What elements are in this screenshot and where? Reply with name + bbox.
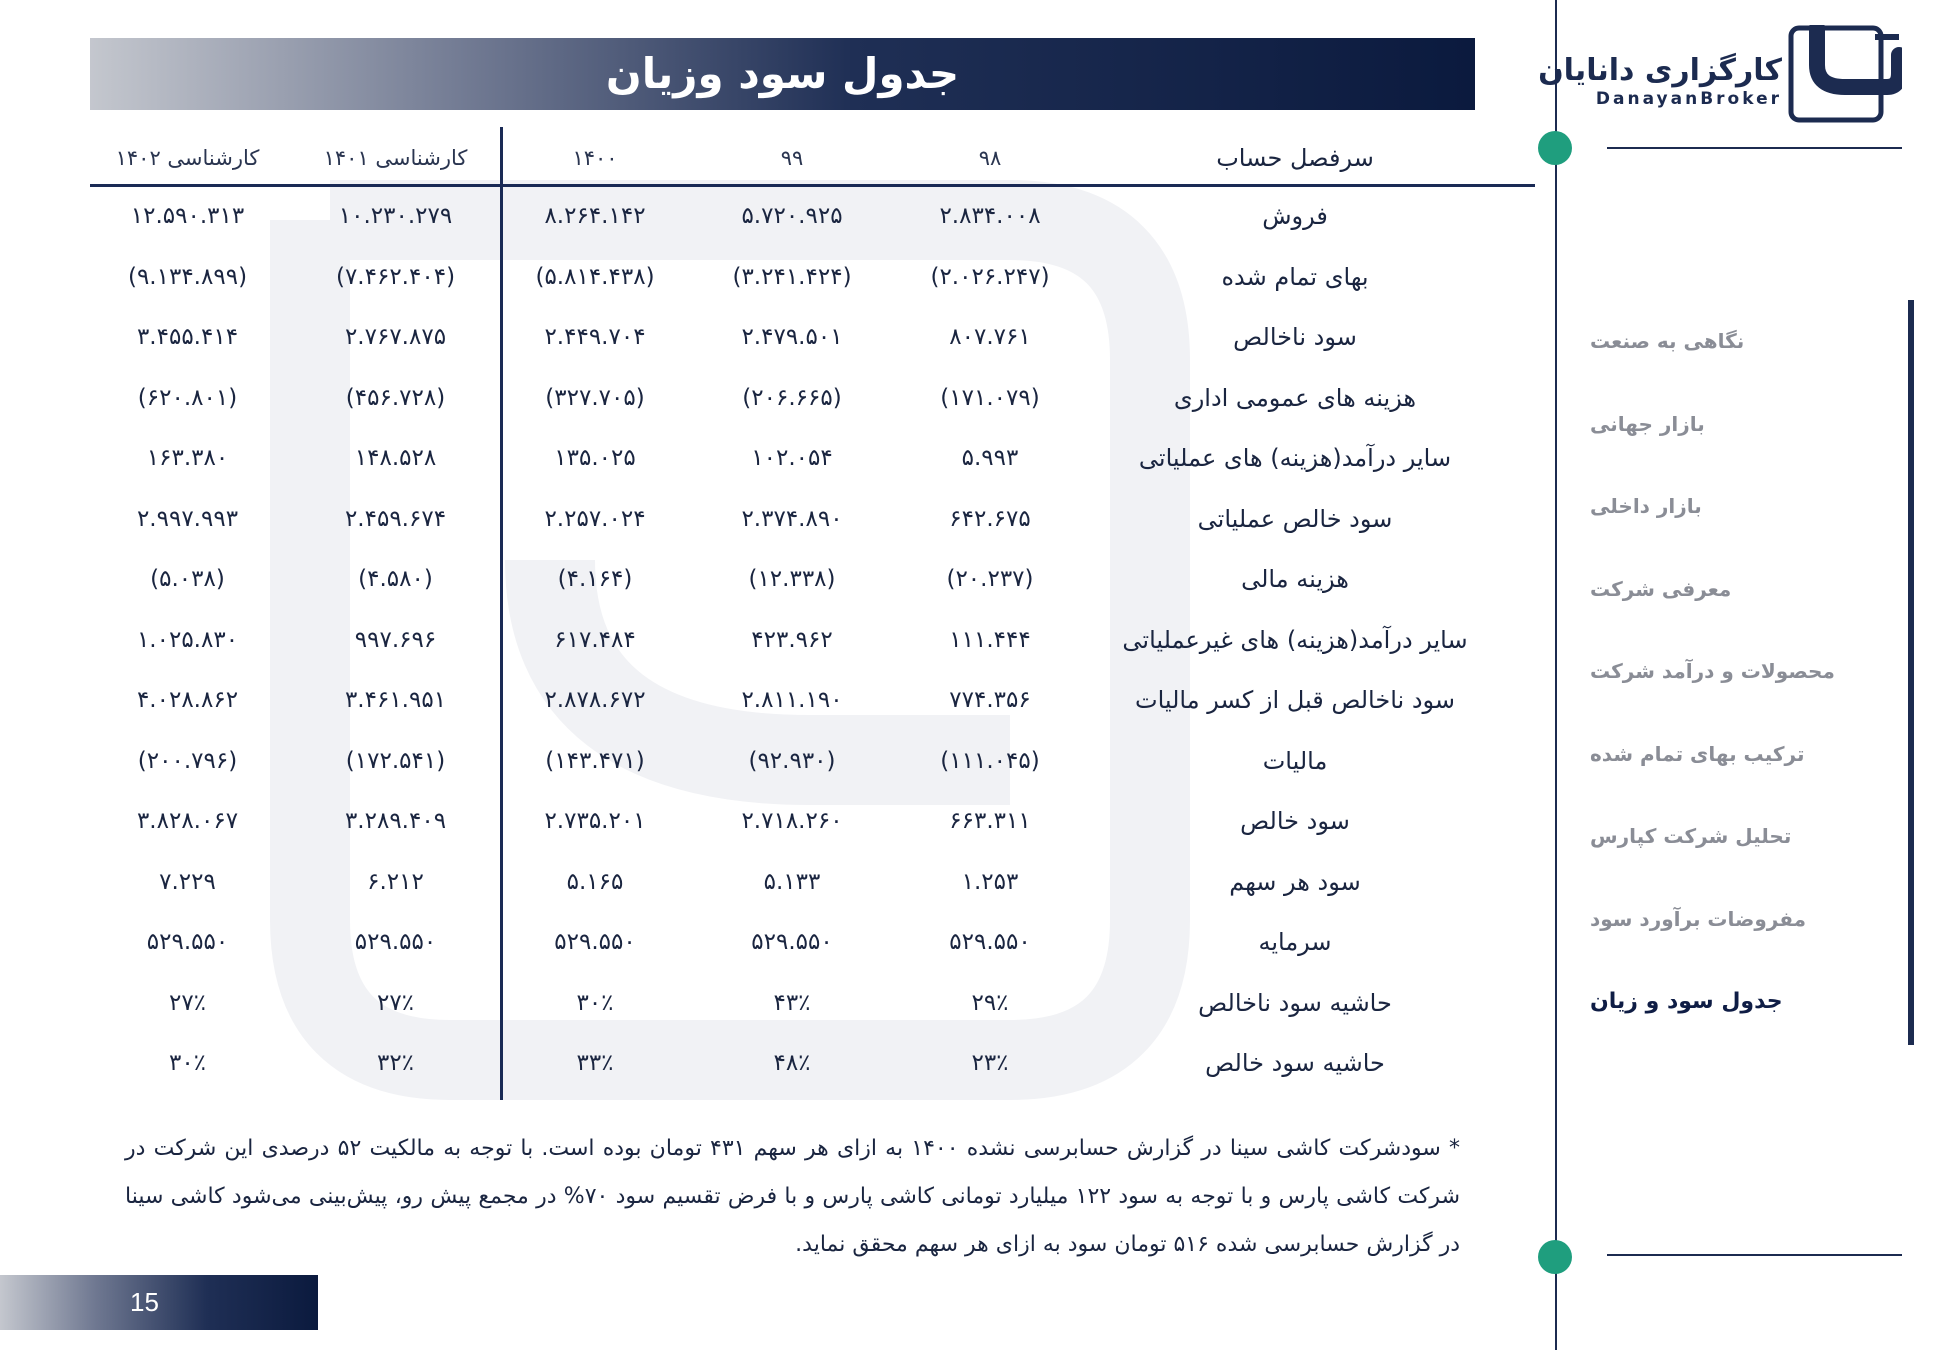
row-label: هزینه مالی: [1241, 565, 1349, 594]
cell-c98: ۶۶۳.۳۱۱: [949, 808, 1031, 835]
sidebar-item-5[interactable]: ترکیب بهای تمام شده: [1590, 741, 1805, 766]
cell-c1402: (۶۲۰.۸۰۱): [137, 384, 238, 411]
table-row: [90, 428, 1535, 489]
cell-c98: ۷۷۴.۳۵۶: [949, 687, 1031, 714]
table-row: [90, 368, 1535, 429]
brand-name-en: DanayanBroker: [1595, 89, 1782, 109]
table-row: [90, 852, 1535, 913]
danayan-logo-icon: [1787, 25, 1902, 123]
cell-c1400: ۲.۲۵۷.۰۲۴: [544, 505, 646, 532]
sidebar-item-7[interactable]: مفروضات برآورد سود: [1590, 906, 1806, 931]
sidebar-item-6[interactable]: تحلیل شرکت کپارس: [1590, 824, 1792, 849]
cell-c98: (۱۱۱.۰۴۵): [940, 747, 1040, 774]
cell-c1401: ۳۲٪: [376, 1050, 415, 1077]
table-row: [90, 670, 1535, 731]
table-body: [90, 186, 1535, 1094]
sidebar-divider: [1555, 0, 1557, 1350]
cell-c1402: ۳.۴۵۵.۴۱۴: [136, 324, 239, 351]
cell-c99: ۲.۸۱۱.۱۹۰: [741, 687, 843, 714]
sidebar-nav: [1590, 300, 1880, 1043]
footnote: * سودشرکت کاشی سینا در گزارش حسابرسی نشده ۱۴۰۰ به ازای هر سهم ۴۳۱ تومان بوده است. با توجه به مالکیت ۵۲ درصدی این شرکت در شرکت کاشی پارس و با توجه به سود ۱۲۲ میلیارد تومانی کاشی پارس و با فرض تقسیم سود ۷۰% در مجمع پیش رو، پیش‌بینی می‌شود کاشی سینا در گزارش حسابرسی شده ۵۱۶ تومان سود به ازای هر سهم محقق نماید.: [125, 1136, 1460, 1257]
sidebar-item-8[interactable]: جدول سود و زیان: [1590, 988, 1783, 1014]
header-1402: کارشناسی ۱۴۰۲: [115, 146, 260, 170]
cell-c1401: ۱۰.۲۳۰.۲۷۹: [338, 203, 453, 230]
cell-c1401: ۲.۷۶۷.۸۷۵: [344, 324, 447, 351]
sidebar-item-1[interactable]: بازار جهانی: [1590, 411, 1705, 436]
forecast-divider: [500, 127, 503, 1100]
cell-c1401: (۴۵۶.۷۲۸): [345, 384, 446, 411]
cell-c99: ۵.۷۲۰.۹۲۵: [741, 203, 843, 230]
cell-c98: ۱.۲۵۳: [961, 868, 1019, 895]
sidebar-item-0[interactable]: نگاهی به صنعت: [1590, 329, 1745, 354]
row-label: سایر درآمد(هزینه) های عملیاتی: [1138, 444, 1452, 473]
cell-c1400: (۳۲۷.۷۰۵): [545, 384, 645, 411]
table-row: [90, 973, 1535, 1034]
cell-c1401: (۴.۵۸۰): [358, 566, 433, 593]
cell-c1402: ۳۰٪: [168, 1050, 207, 1077]
cell-c1400: ۸.۲۶۴.۱۴۲: [544, 203, 646, 230]
cell-c99: ۱۰۲.۰۵۴: [751, 445, 833, 472]
header-divider: [90, 184, 1535, 187]
cell-c1401: ۵۲۹.۵۵۰: [354, 929, 437, 956]
row-label: سود خالص: [1240, 807, 1350, 836]
row-label: سود خالص عملیاتی: [1197, 504, 1393, 533]
cell-c98: (۱۷۱.۰۷۹): [940, 384, 1040, 411]
cell-c1400: ۵.۱۶۵: [566, 868, 624, 895]
cell-c99: ۵.۱۳۳: [763, 868, 821, 895]
sidebar-item-2[interactable]: بازار داخلی: [1590, 494, 1702, 519]
cell-c98: ۸۰۷.۷۶۱: [949, 324, 1031, 351]
header-1400: ۱۴۰۰: [572, 146, 618, 170]
page-number-bar: [0, 1275, 318, 1330]
cell-c1402: (۵.۰۳۸): [150, 566, 225, 593]
cell-c99: (۲۰۶.۶۶۵): [742, 384, 842, 411]
cell-c1402: ۱.۰۲۵.۸۳۰: [136, 626, 239, 653]
income-statement-table: [90, 130, 1535, 1094]
cell-c99: (۳.۲۴۱.۴۲۴): [732, 263, 852, 290]
sidebar-bottom-rule: [1607, 1254, 1902, 1256]
table-row: [90, 549, 1535, 610]
cell-c1400: (۱۴۳.۴۷۱): [545, 747, 645, 774]
page-title: جدول سود وزیان: [605, 49, 960, 98]
row-label: سایر درآمد(هزینه) های غیرعملیاتی: [1122, 625, 1468, 654]
cell-c1401: ۳.۲۸۹.۴۰۹: [344, 808, 447, 835]
cell-c1400: ۱۳۵.۰۲۵: [554, 445, 636, 472]
sidebar-top-rule: [1607, 147, 1902, 149]
cell-c1401: (۱۷۲.۵۴۱): [345, 747, 446, 774]
cell-c1400: ۳۰٪: [576, 989, 614, 1016]
cell-c1402: ۲.۹۹۷.۹۹۳: [136, 505, 239, 532]
cell-c1401: ۳.۴۶۱.۹۵۱: [344, 687, 447, 714]
cell-c1402: ۲۷٪: [168, 989, 207, 1016]
row-label: سود ناخالص: [1233, 323, 1357, 352]
row-label: فروش: [1262, 202, 1328, 231]
cell-c1401: ۶.۲۱۲: [367, 868, 424, 895]
cell-c1400: ۳۳٪: [576, 1050, 614, 1077]
table-row: [90, 489, 1535, 550]
table-row: [90, 731, 1535, 792]
cell-c1400: ۵۲۹.۵۵۰: [554, 929, 636, 956]
brand-name-fa: کارگزاری دانایان: [1538, 53, 1782, 88]
cell-c98: ۵.۹۹۳: [961, 445, 1019, 472]
cell-c98: ۲.۸۳۴.۰۰۸: [939, 203, 1041, 230]
row-label: سود هر سهم: [1229, 867, 1361, 896]
table-row: [90, 307, 1535, 368]
row-label: حاشیه سود ناخالص: [1198, 988, 1392, 1017]
row-label: سرمایه: [1258, 928, 1332, 957]
cell-c1402: (۹.۱۳۴.۸۹۹): [127, 263, 248, 290]
page-number: 15: [130, 1287, 159, 1317]
cell-c1401: (۷.۴۶۲.۴۰۴): [335, 263, 456, 290]
cell-c99: ۵۲۹.۵۵۰: [751, 929, 833, 956]
sidebar-item-3[interactable]: معرفی شرکت: [1590, 576, 1732, 601]
table-row: [90, 186, 1535, 247]
cell-c1400: ۲.۴۴۹.۷۰۴: [544, 324, 646, 351]
cell-c1401: ۹۹۷.۶۹۶: [354, 626, 437, 653]
cell-c98: ۲۹٪: [971, 989, 1009, 1016]
row-label: بهای تمام شده: [1221, 262, 1369, 291]
cell-c1401: ۲.۴۵۹.۶۷۴: [344, 505, 447, 532]
cell-c99: ۴۳٪: [773, 989, 811, 1016]
cell-c1402: (۲۰۰.۷۹۶): [137, 747, 238, 774]
cell-c1400: (۵.۸۱۴.۴۳۸): [535, 263, 655, 290]
bottom-dot-icon: [1538, 1240, 1572, 1274]
cell-c98: ۶۴۲.۶۷۵: [949, 505, 1031, 532]
cell-c99: ۲.۴۷۹.۵۰۱: [741, 324, 843, 351]
cell-c1402: ۱۶۳.۳۸۰: [146, 445, 229, 472]
header-98: ۹۸: [978, 146, 1002, 170]
table-row: [90, 247, 1535, 308]
cell-c1402: ۵۲۹.۵۵۰: [146, 929, 229, 956]
nav-indicator-bar: [1908, 300, 1914, 1045]
cell-c1400: ۶۱۷.۴۸۴: [554, 626, 636, 653]
cell-c1401: ۲۷٪: [376, 989, 415, 1016]
table-row: [90, 791, 1535, 852]
brand-logo: [1538, 25, 1905, 125]
cell-c1402: ۴.۰۲۸.۸۶۲: [136, 687, 239, 714]
cell-c1400: ۲.۸۷۸.۶۷۲: [544, 687, 646, 714]
cell-c1400: ۲.۷۳۵.۲۰۱: [544, 808, 646, 835]
cell-c99: ۴۸٪: [773, 1050, 811, 1077]
cell-c1400: (۴.۱۶۴): [557, 566, 633, 593]
cell-c1402: ۱۲.۵۹۰.۳۱۳: [130, 203, 245, 230]
cell-c99: ۴۲۳.۹۶۲: [751, 626, 833, 653]
table-row: [90, 912, 1535, 973]
table-row: [90, 1033, 1535, 1094]
table-row: [90, 610, 1535, 671]
header-label: سرفصل حساب: [1216, 144, 1374, 172]
sidebar-item-4[interactable]: محصولات و درآمد شرکت: [1590, 659, 1835, 684]
cell-c99: ۲.۳۷۴.۸۹۰: [741, 505, 843, 532]
header-1401: کارشناسی ۱۴۰۱: [323, 146, 468, 170]
row-label: هزینه های عمومی اداری: [1173, 383, 1417, 412]
title-bar: [90, 38, 1475, 110]
cell-c99: ۲.۷۱۸.۲۶۰: [741, 808, 843, 835]
cell-c98: ۲۳٪: [971, 1050, 1009, 1077]
row-label: حاشیه سود خالص: [1205, 1049, 1385, 1078]
cell-c1402: ۷.۲۲۹: [159, 868, 216, 895]
cell-c98: ۵۲۹.۵۵۰: [949, 929, 1031, 956]
row-label: سود ناخالص قبل از کسر مالیات: [1134, 686, 1456, 715]
cell-c99: (۹۲.۹۳۰): [748, 747, 836, 774]
cell-c99: (۱۲.۳۳۸): [748, 566, 836, 593]
cell-c98: ۱۱۱.۴۴۴: [949, 626, 1031, 653]
top-dot-icon: [1538, 131, 1572, 165]
table-header-row: [90, 130, 1535, 186]
row-label: مالیات: [1262, 746, 1328, 775]
cell-c1401: ۱۴۸.۵۲۸: [354, 445, 437, 472]
header-99: ۹۹: [780, 146, 804, 170]
cell-c1402: ۳.۸۲۸.۰۶۷: [136, 808, 239, 835]
cell-c98: (۲۰.۲۳۷): [946, 566, 1034, 593]
cell-c98: (۲.۰۲۶.۲۴۷): [930, 263, 1050, 290]
